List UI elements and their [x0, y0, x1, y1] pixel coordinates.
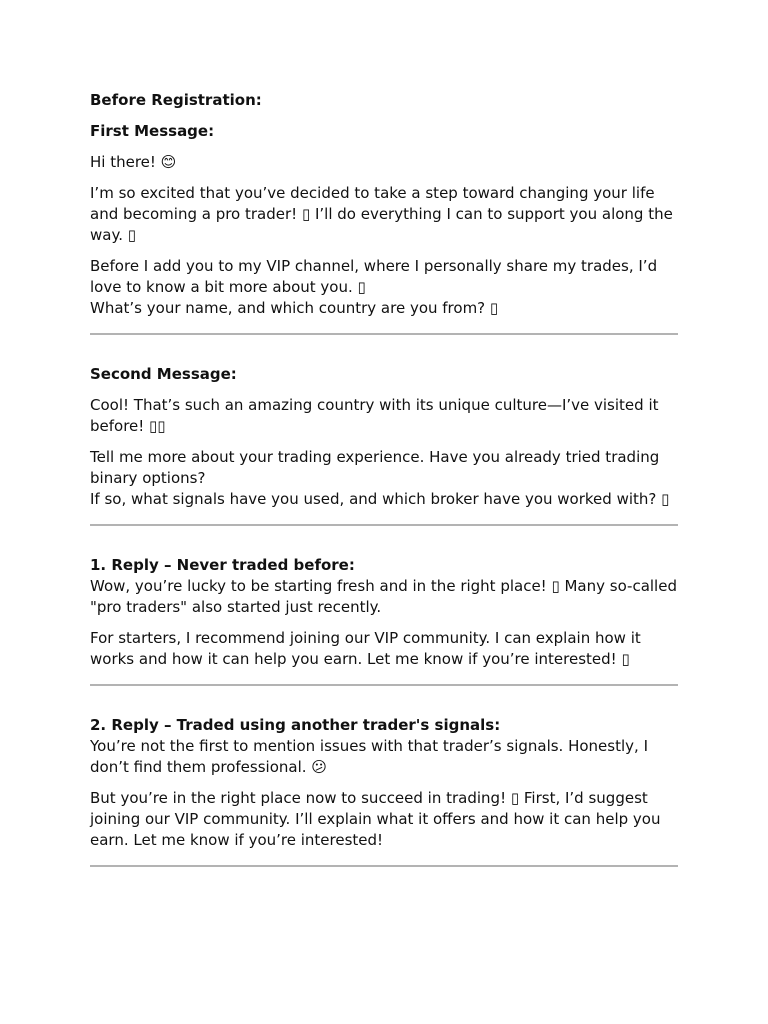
before-registration-heading: Before Registration:: [90, 91, 262, 109]
reply-1-paragraph-2: For starters, I recommend joining our VIP community. I can explain how it works and how it can help you earn. Let me know if you’re interested! ▯: [90, 629, 641, 668]
experience-question: Tell me more about your trading experience. Have you already tried trading binary options?: [90, 448, 660, 487]
vip-intro-line: Before I add you to my VIP channel, where I personally share my trades, I’d love to know a bit more about you. ▯: [90, 257, 658, 296]
country-reply-paragraph: Cool! That’s such an amazing country with its unique culture—I’ve visited it before! ▯▯: [90, 396, 659, 435]
reply-2-paragraph-1: You’re not the first to mention issues with that trader’s signals. Honestly, I don’t find them professional. 😕: [90, 737, 648, 776]
divider: [90, 865, 678, 867]
reply-2-paragraph-2: But you’re in the right place now to succeed in trading! ▯ First, I’d suggest joining our VIP community. I’ll explain what it offers and how it can help you earn. Let me know if you’re interested!: [90, 789, 661, 849]
vip-intro-paragraph: [90, 256, 678, 319]
excited-paragraph: I’m so excited that you’ve decided to take a step toward changing your life and becoming a pro trader! ▯ I’ll do everything I can to support you along the way. ▯: [90, 184, 673, 244]
reply-1-heading: 1. Reply – Never traded before:: [90, 556, 355, 574]
second-message-heading: Second Message:: [90, 365, 237, 383]
reply-1-paragraph-1: Wow, you’re lucky to be starting fresh and in the right place! ▯ Many so-called "pro traders" also started just recently.: [90, 577, 677, 616]
first-message-heading: First Message:: [90, 122, 215, 140]
document-body: [90, 90, 678, 867]
greeting-paragraph: Hi there! 😊: [90, 153, 177, 171]
reply-2-section: [90, 686, 678, 867]
name-country-question: What’s your name, and which country are you from? ▯: [90, 299, 499, 317]
reply-2-heading: 2. Reply – Traded using another trader's signals:: [90, 716, 501, 734]
second-message-section: [90, 335, 678, 526]
first-message-section: [90, 90, 678, 335]
signals-broker-question: If so, what signals have you used, and which broker have you worked with? ▯: [90, 490, 670, 508]
reply-1-section: [90, 526, 678, 686]
experience-paragraph: [90, 447, 678, 510]
